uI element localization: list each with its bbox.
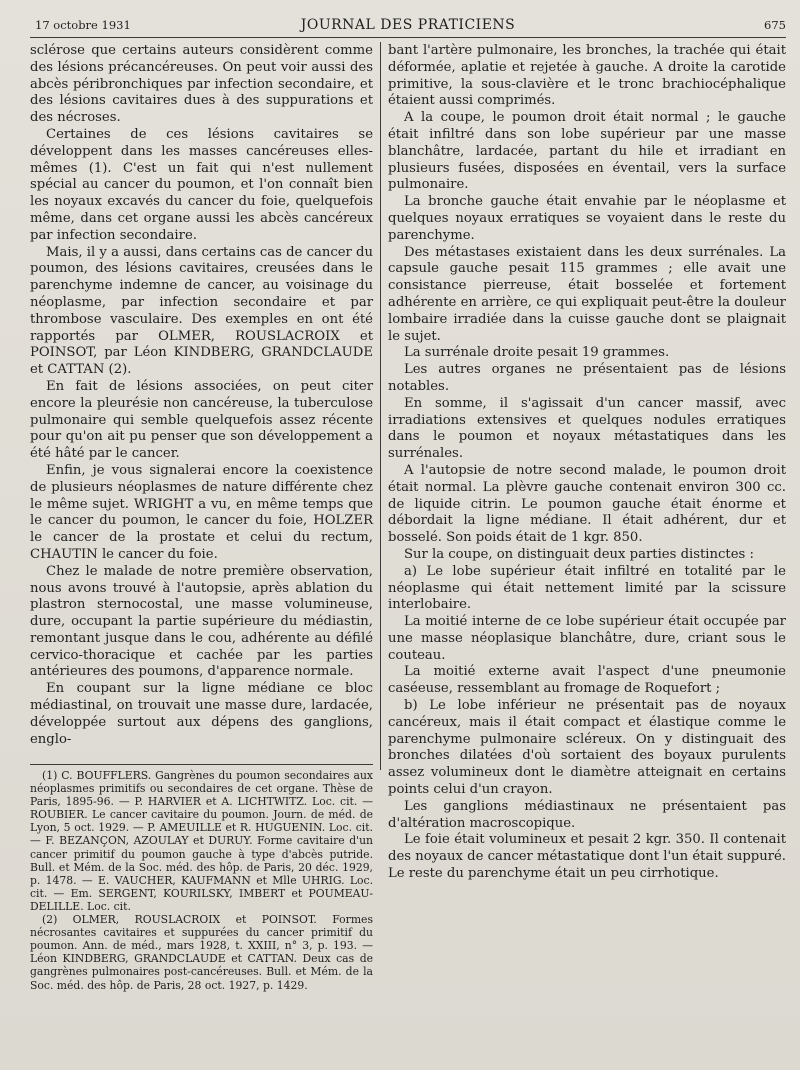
paragraph: La moitié externe avait l'aspect d'une pneumonie caséeuse, ressemblant au fromage de Roquefort ; [388, 664, 786, 697]
paragraph: A la coupe, le poumon droit était normal ; le gauche était infiltré dans son lobe supérieur par une masse blanchâtre, lardacée, partant du hile et irradiant en plusieurs fusées, disposées en éventail, vers la surface pulmonaire. [388, 110, 786, 193]
paragraph: Certaines de ces lésions cavitaires se développent dans les masses cancéreuses elles-mêmes (1). C'est un fait qui n'est nullement spécial au cancer du poumon, et l'on connaît bien les noyaux excavés du cancer du foie, quelquefois même, dans cet organe aussi les abcès cancéreux par infection secondaire. [30, 126, 373, 243]
paragraph: Le foie était volumineux et pesait 2 kgr. 350. Il contenait des noyaux de cancer métastatique dont l'un était suppuré. Le reste du parenchyme était un peu cirrhotique. [388, 832, 786, 882]
footnote: (1) C. BOUFFLERS. Gangrènes du poumon secondaires aux néoplasmes primitifs ou secondaires de cet organe. Thèse de Paris, 1895-96. — P. HARVIER et A. LICHTWITZ. Loc. cit. — ROUBIER. Le cancer cavitaire du poumon. Journ. de méd. de Lyon, 5 oct. 1929. — P. AMEUILLE et R. HUGUENIN. Loc. cit. — F. BEZANÇON, AZOULAY et DURUY. Forme cavitaire d'un cancer primitif du poumon gauche à type d'abcès putride. Bull. et Mém. de la Soc. méd. des hôp. de Paris, 20 déc. 1929, p. 1478. — E. VAUCHER, KAUFMANN et Mlle UHRIG. Loc. cit. — Em. SERGENT, KOURILSKY, IMBERT et POUMEAU-DELILLE. Loc. cit. [30, 769, 373, 913]
footnotes [30, 764, 373, 992]
issue-date: 17 octobre 1931 [35, 18, 131, 32]
paragraph: A l'autopsie de notre second malade, le poumon droit était normal. La plèvre gauche contenait environ 300 cc. de liquide citrin. Le poumon gauche était énorme et débordait la ligne médiane. Il était adhérent, dur et bosselé. Son poids était de 1 kgr. 850. [388, 462, 786, 546]
paragraph: En coupant sur la ligne médiane ce bloc médiastinal, on trouvait une masse dure, lardacée, développée surtout aux dépens des ganglions, englo- [30, 681, 373, 747]
paragraph: a) Le lobe supérieur était infiltré en totalité par le néoplasme qui était nettement limité par la scissure interlobaire. [388, 563, 786, 613]
left-column [30, 43, 373, 748]
running-header [30, 15, 786, 38]
footnote: (2) OLMER, ROUSLACROIX et POINSOT. Formes nécrosantes cavitaires et suppurées du cancer primitif du poumon. Ann. de méd., mars 1928, t. XXIII, n° 3, p. 193. — Léon KINDBERG, GRANDCLAUDE et CATTAN. Deux cas de gangrènes pulmonaires post-cancéreuses. Bull. et Mém. de la Soc. méd. des hôp. de Paris, 28 oct. 1927, p. 1429. [30, 913, 373, 992]
paragraph: sclérose que certains auteurs considèrent comme des lésions précancéreuses. On peut voir aussi des abcès péribronchiques par infection secondaire, et des lésions cavitaires dues à des suppurations et des nécroses. [30, 43, 373, 126]
paragraph: En fait de lésions associées, on peut citer encore la pleurésie non cancéreuse, la tuberculose pulmonaire qui semble quelquefois assez récente pour qu'on ait pu penser que son développement a été hâté par le cancer. [30, 378, 373, 462]
paragraph: Les autres organes ne présentaient pas de lésions notables. [388, 362, 786, 394]
paragraph: Enfin, je vous signalerai encore la coexistence de plusieurs néoplasmes de nature différente chez le même sujet. WRIGHT a vu, en même temps que le cancer du poumon, le cancer du foie, HOLZER le cancer de la prostate et celui du rectum, CHAUTIN le cancer du foie. [30, 462, 373, 562]
paragraph: La surrénale droite pesait 19 grammes. [404, 345, 670, 361]
paragraph: bant l'artère pulmonaire, les bronches, la trachée qui était déformée, aplatie et rejetée à gauche. A droite la carotide primitive, la sous-clavière et le tronc brachiocéphalique étaient aussi comprimés. [388, 43, 786, 109]
paragraph: La bronche gauche était envahie par le néoplasme et quelques noyaux erratiques se voyaient dans le reste du parenchyme. [388, 194, 786, 243]
paragraph: b) Le lobe inférieur ne présentait pas de noyaux cancéreux, mais il était compact et élastique comme le parenchyme pulmonaire scléreux. On y distinguait des bronches dilatées d'où sortaient des boyaux purulents assez volumineux dont le diamètre atteignait en certains points celui d'un crayon. [388, 698, 786, 798]
paragraph: Mais, il y a aussi, dans certains cas de cancer du poumon, des lésions cavitaires, creusées dans le parenchyme indemne de cancer, au voisinage du néoplasme, par infection secondaire et par thrombose vasculaire. Des exemples en ont été rapportés par OLMER, ROUSLACROIX et POINSOT, par Léon KINDBERG, GRANDCLAUDE et CATTAN (2). [30, 244, 373, 378]
page-number: 675 [764, 18, 786, 32]
paragraph: Sur la coupe, on distinguait deux parties distinctes : [404, 546, 754, 562]
journal-title: JOURNAL DES PRATICIENS [300, 17, 516, 33]
paragraph: Les ganglions médiastinaux ne présentaient pas d'altération macroscopique. [388, 798, 786, 831]
paragraph: Chez le malade de notre première observation, nous avons trouvé à l'autopsie, après ablation du plastron sternocostal, une masse volumineuse, dure, occupant la partie supérieure du médiastin, remontant jusque dans le cou, adhérente au défilé cervico-thoracique et cachée par les parties antérieures des poumons, d'apparence normale. [30, 563, 373, 680]
right-column [388, 43, 786, 883]
paragraph: Des métastases existaient dans les deux surrénales. La capsule gauche pesait 115 grammes ; elle avait une consistance pierreuse, était bosselée et fortement adhérente en arrière, ce qui expliquait peut-être la douleur lombaire irradiée dans la cuisse gauche dont se plaignait le sujet. [388, 244, 786, 344]
paragraph: En somme, il s'agissait d'un cancer massif, avec irradiations extensives et quelques nodules erratiques dans le poumon et noyaux métastatiques dans les surrénales. [388, 395, 786, 462]
paragraph: La moitié interne de ce lobe supérieur était occupée par une masse néoplasique blanchâtre, dure, criant sous le couteau. [388, 614, 786, 663]
column-divider [380, 42, 381, 770]
